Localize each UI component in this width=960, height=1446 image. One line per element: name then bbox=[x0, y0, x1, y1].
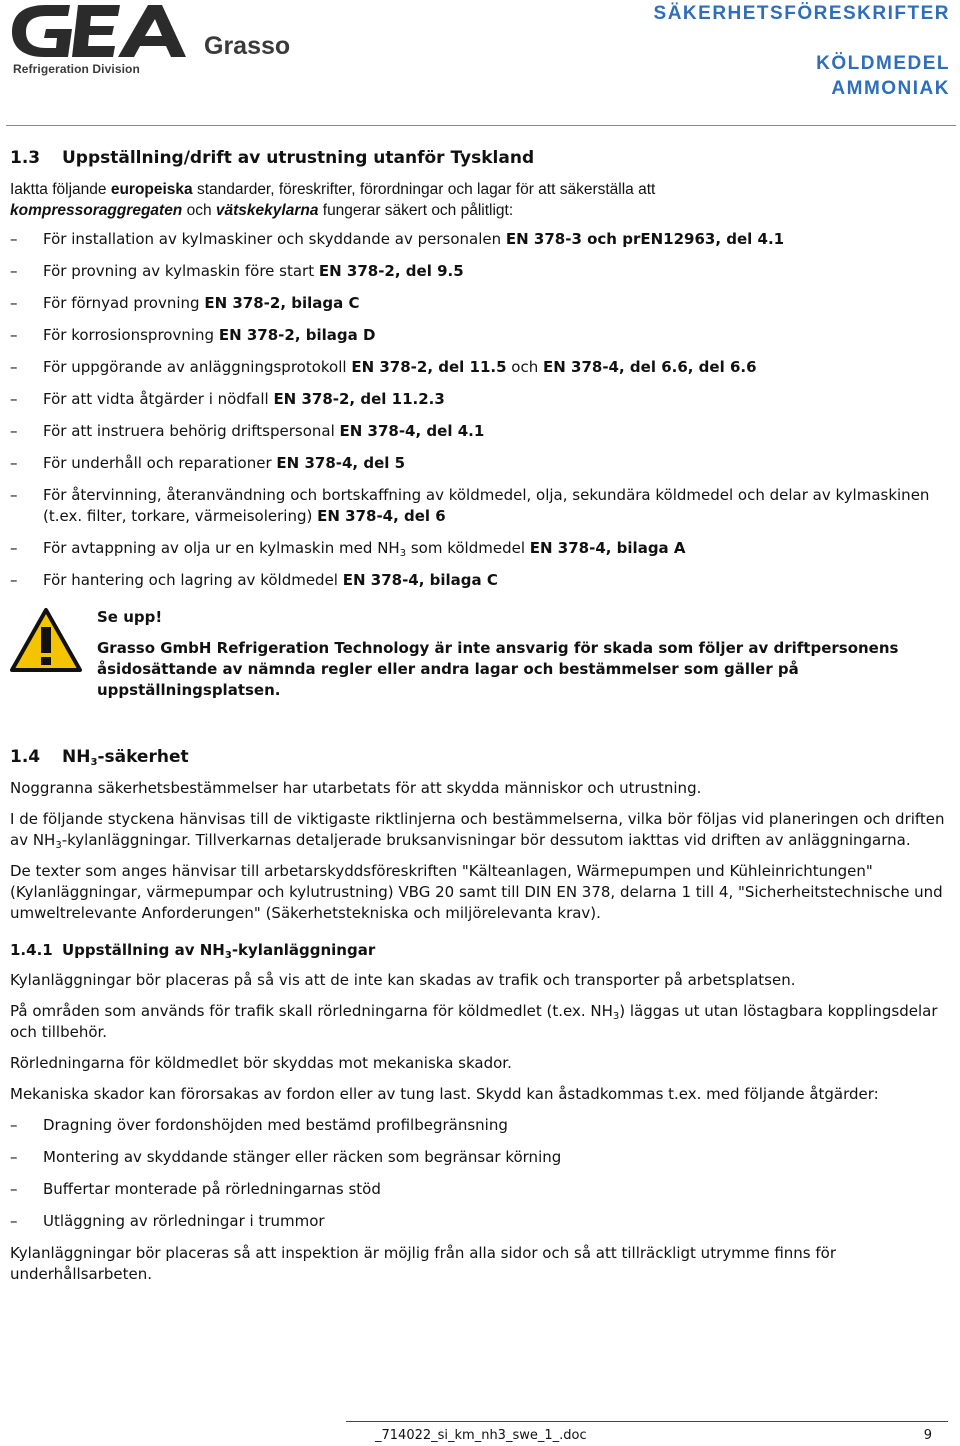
page-number: 9 bbox=[923, 1428, 932, 1443]
list-item: – För att vidta åtgärder i nödfall EN 378-2, del 11.2.3 bbox=[10, 389, 945, 410]
section-number: 1.3 bbox=[10, 148, 41, 168]
doc-subtitle-2: AMMONIAK bbox=[831, 78, 950, 99]
paragraph: De texter som anges hänvisar till arbetarskyddsföreskriften "Kälteanlagen, Wärmepumpen und Kühleinrichtungen" (Kylanläggningar, värmepumpar och kylutrustning) VBG 20 samt till DIN EN 378, delarna 1 till 4, "Sicherheitstechnische und umweltrelevante Anforderungen" (Säkerhetstekniska och miljörelevanta krav). bbox=[10, 862, 943, 922]
list-item: – Utläggning av rörledningar i trummor bbox=[10, 1211, 945, 1232]
document-body bbox=[10, 148, 945, 1295]
footer-divider bbox=[346, 1421, 948, 1422]
list-item: – För avtappning av olja ur en kylmaskin med $NH_3$ som köldmedel EN 378-4, bilaga A bbox=[10, 538, 945, 559]
section-1-4-heading: 1.4 $NH_3$-säkerhet bbox=[10, 747, 189, 768]
list-item: – Montering av skyddande stänger eller räcken som begränsar körning bbox=[10, 1147, 945, 1168]
header-divider bbox=[6, 125, 956, 126]
list-item: – För installation av kylmaskiner och skyddande av personalen EN 378-3 och prEN12963, del 4.1 bbox=[10, 229, 945, 250]
brand-text: Grasso bbox=[204, 32, 291, 60]
list-item: – För uppgörande av anläggningsprotokoll EN 378-2, del 11.5 och EN 378-4, del 6.6, del 6.6 bbox=[10, 357, 945, 378]
section-1-3-heading bbox=[10, 148, 945, 169]
list-item: – För hantering och lagring av köldmedel EN 378-4, bilaga C bbox=[10, 570, 945, 591]
paragraph: Kylanläggningar bör placeras på så vis att de inte kan skadas av trafik och transporter på arbetsplatsen. bbox=[10, 971, 796, 989]
paragraph: Kylanläggningar bör placeras så att inspektion är möjlig från alla sidor och så att tillräckligt utrymme finns för underhållsarbeten. bbox=[10, 1244, 837, 1283]
paragraph: På områden som används för trafik skall rörledningarna för köldmedlet (t.ex. $NH_3$) läggas ut utan löstagbara kopplingsdelar och tillbehör. bbox=[10, 1002, 938, 1041]
doc-subtitle-1: KÖLDMEDEL bbox=[816, 53, 950, 74]
paragraph: I de följande styckena hänvisas till de viktigaste riktlinjerna och bestämmelserna, vilka bör följas vid planeringen och driften av $NH_3$-kylanläggningar. Tillverkarnas detaljerade bruksanvisningar bör dessutom iakttas vid driften av anläggningarna. bbox=[10, 810, 945, 851]
division-label: Refrigeration Division bbox=[13, 62, 140, 76]
warning-box bbox=[10, 607, 945, 707]
list-item: – För underhåll och reparationer EN 378-4, del 5 bbox=[10, 453, 945, 474]
list-item: – För provning av kylmaskin före start EN 378-2, del 9.5 bbox=[10, 261, 945, 282]
list-item: – Buffertar monterade på rörledningarnas stöd bbox=[10, 1179, 945, 1200]
warning-text-block bbox=[97, 607, 937, 701]
warning-triangle-icon bbox=[10, 607, 82, 673]
page-header bbox=[0, 0, 960, 125]
paragraph: Mekaniska skador kan förorsakas av fordon eller av tung last. Skydd kan åstadkommas t.ex. med följande åtgärder: bbox=[10, 1085, 879, 1103]
section-number: 1.4.1 bbox=[10, 941, 53, 959]
section-1-4-1-heading: 1.4.1 Uppställning av $NH_3$-kylanläggningar bbox=[10, 941, 376, 961]
warning-message: Grasso GmbH Refrigeration Technology är inte ansvarig för skada som följer av driftpersonens åsidosättande av nämnda regler eller andra lagar och bestämmelser som gäller på uppställningsplatsen. bbox=[97, 639, 899, 699]
list-item: – För korrosionsprovning EN 378-2, bilaga D bbox=[10, 325, 945, 346]
doc-title: SÄKERHETSFÖRESKRIFTER bbox=[653, 3, 950, 24]
list-item: – För förnyad provning EN 378-2, bilaga C bbox=[10, 293, 945, 314]
section-1-3-intro: Iaktta följande europeiska standarder, föreskrifter, förordningar och lagar för att säkerställa att kompressoraggregaten och vätskekylarna fungerar säkert och pålitligt: bbox=[10, 181, 656, 219]
list-item: – För återvinning, återanvändning och bortskaffning av köldmedel, olja, sekundära köldmedel och delar av kylmaskinen (t.ex. filter, torkare, värmeisolering) EN 378-4, del 6 bbox=[10, 485, 945, 527]
section-title: Uppställning/drift av utrustning utanför Tyskland bbox=[62, 148, 535, 168]
list-item: – Dragning över fordonshöjden med bestämd profilbegränsning bbox=[10, 1115, 945, 1136]
warning-title: Se upp! bbox=[97, 608, 163, 626]
measures-list bbox=[10, 1115, 945, 1232]
standards-list bbox=[10, 229, 945, 591]
paragraph: Rörledningarna för köldmedlet bör skyddas mot mekaniska skador. bbox=[10, 1054, 512, 1072]
section-number: 1.4 bbox=[10, 747, 41, 767]
list-item: – För att instruera behörig driftspersonal EN 378-4, del 4.1 bbox=[10, 421, 945, 442]
footer-filename: _714022_si_km_nh3_swe_1_.doc bbox=[375, 1428, 587, 1443]
paragraph: Noggranna säkerhetsbestämmelser har utarbetats för att skydda människor och utrustning. bbox=[10, 779, 702, 797]
